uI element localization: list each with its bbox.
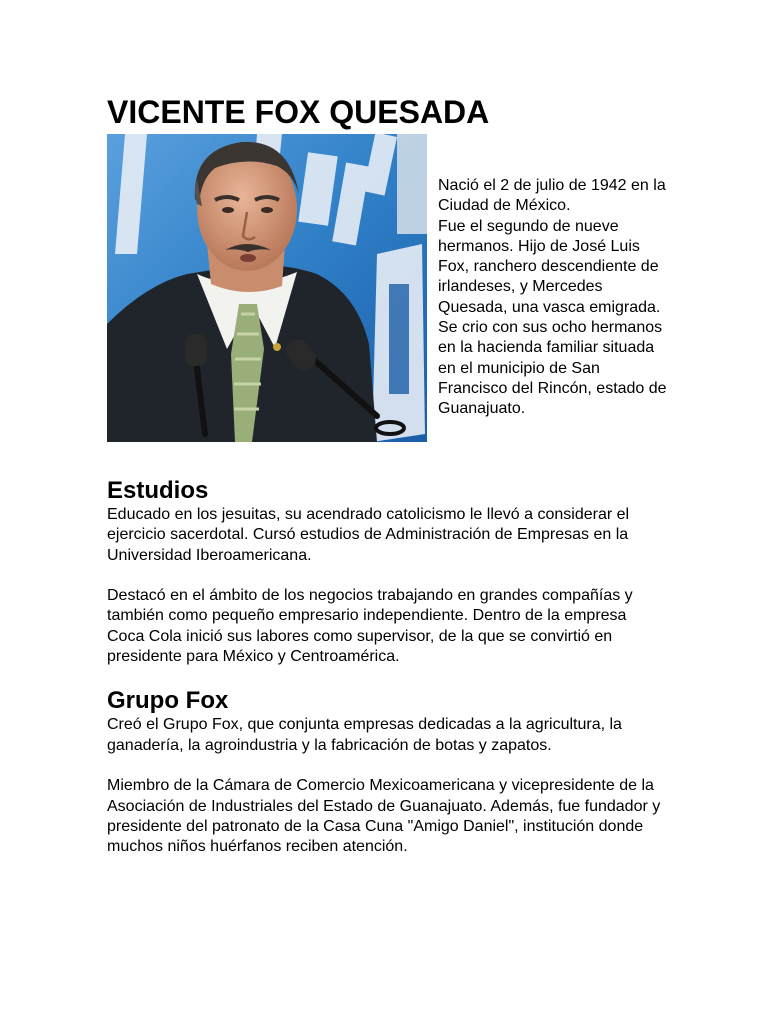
grupo-fox-paragraph-1: Creó el Grupo Fox, que conjunta empresas dedicadas a la agricultura, la ganadería, la agroindustria y la fabricación de botas y zapatos. xyxy=(107,716,622,754)
intro-section xyxy=(107,134,667,442)
section-heading-grupo-fox: Grupo Fox xyxy=(107,687,229,715)
estudios-paragraph-2: Destacó en el ámbito de los negocios trabajando en grandes compañías y también como pequeño empresario independiente. Dentro de la empresa Coca Cola inició sus labores como supervisor, de la que se convirtió en presidente para México y Centroamérica. xyxy=(107,587,633,666)
intro-paragraph-family: Fue el segundo de nueve hermanos. Hijo de José Luis Fox, ranchero descendiente de irlandeses, y Mercedes Quesada, una vasca emigrada. xyxy=(438,217,661,316)
estudios-paragraph-1: Educado en los jesuitas, su acendrado catolicismo le llevó a considerar el ejercicio sacerdotal. Cursó estudios de Administración de Empresas en la Universidad Iberoamericana. xyxy=(107,506,630,564)
grupo-fox-paragraph-2: Miembro de la Cámara de Comercio Mexicoamericana y vicepresidente de la Asociación de Industriales del Estado de Guanajuato. Además, fue fundador y presidente del patronato de la Casa Cuna "Amigo Daniel", institución donde muchos niños huérfanos reciben atención. xyxy=(107,777,661,856)
portrait-photo xyxy=(107,134,427,442)
intro-paragraph-upbringing: Se crio con sus ocho hermanos en la hacienda familiar situada en el municipio de San Francisco del Rincón, estado de Guanajuato. xyxy=(438,319,667,418)
intro-text xyxy=(438,176,667,442)
document-page xyxy=(107,92,667,857)
intro-paragraph-birth: Nació el 2 de julio de 1942 en la Ciudad de México. xyxy=(438,177,666,215)
section-heading-estudios: Estudios xyxy=(107,477,209,504)
document-title: VICENTE FOX QUESADA xyxy=(107,94,490,130)
